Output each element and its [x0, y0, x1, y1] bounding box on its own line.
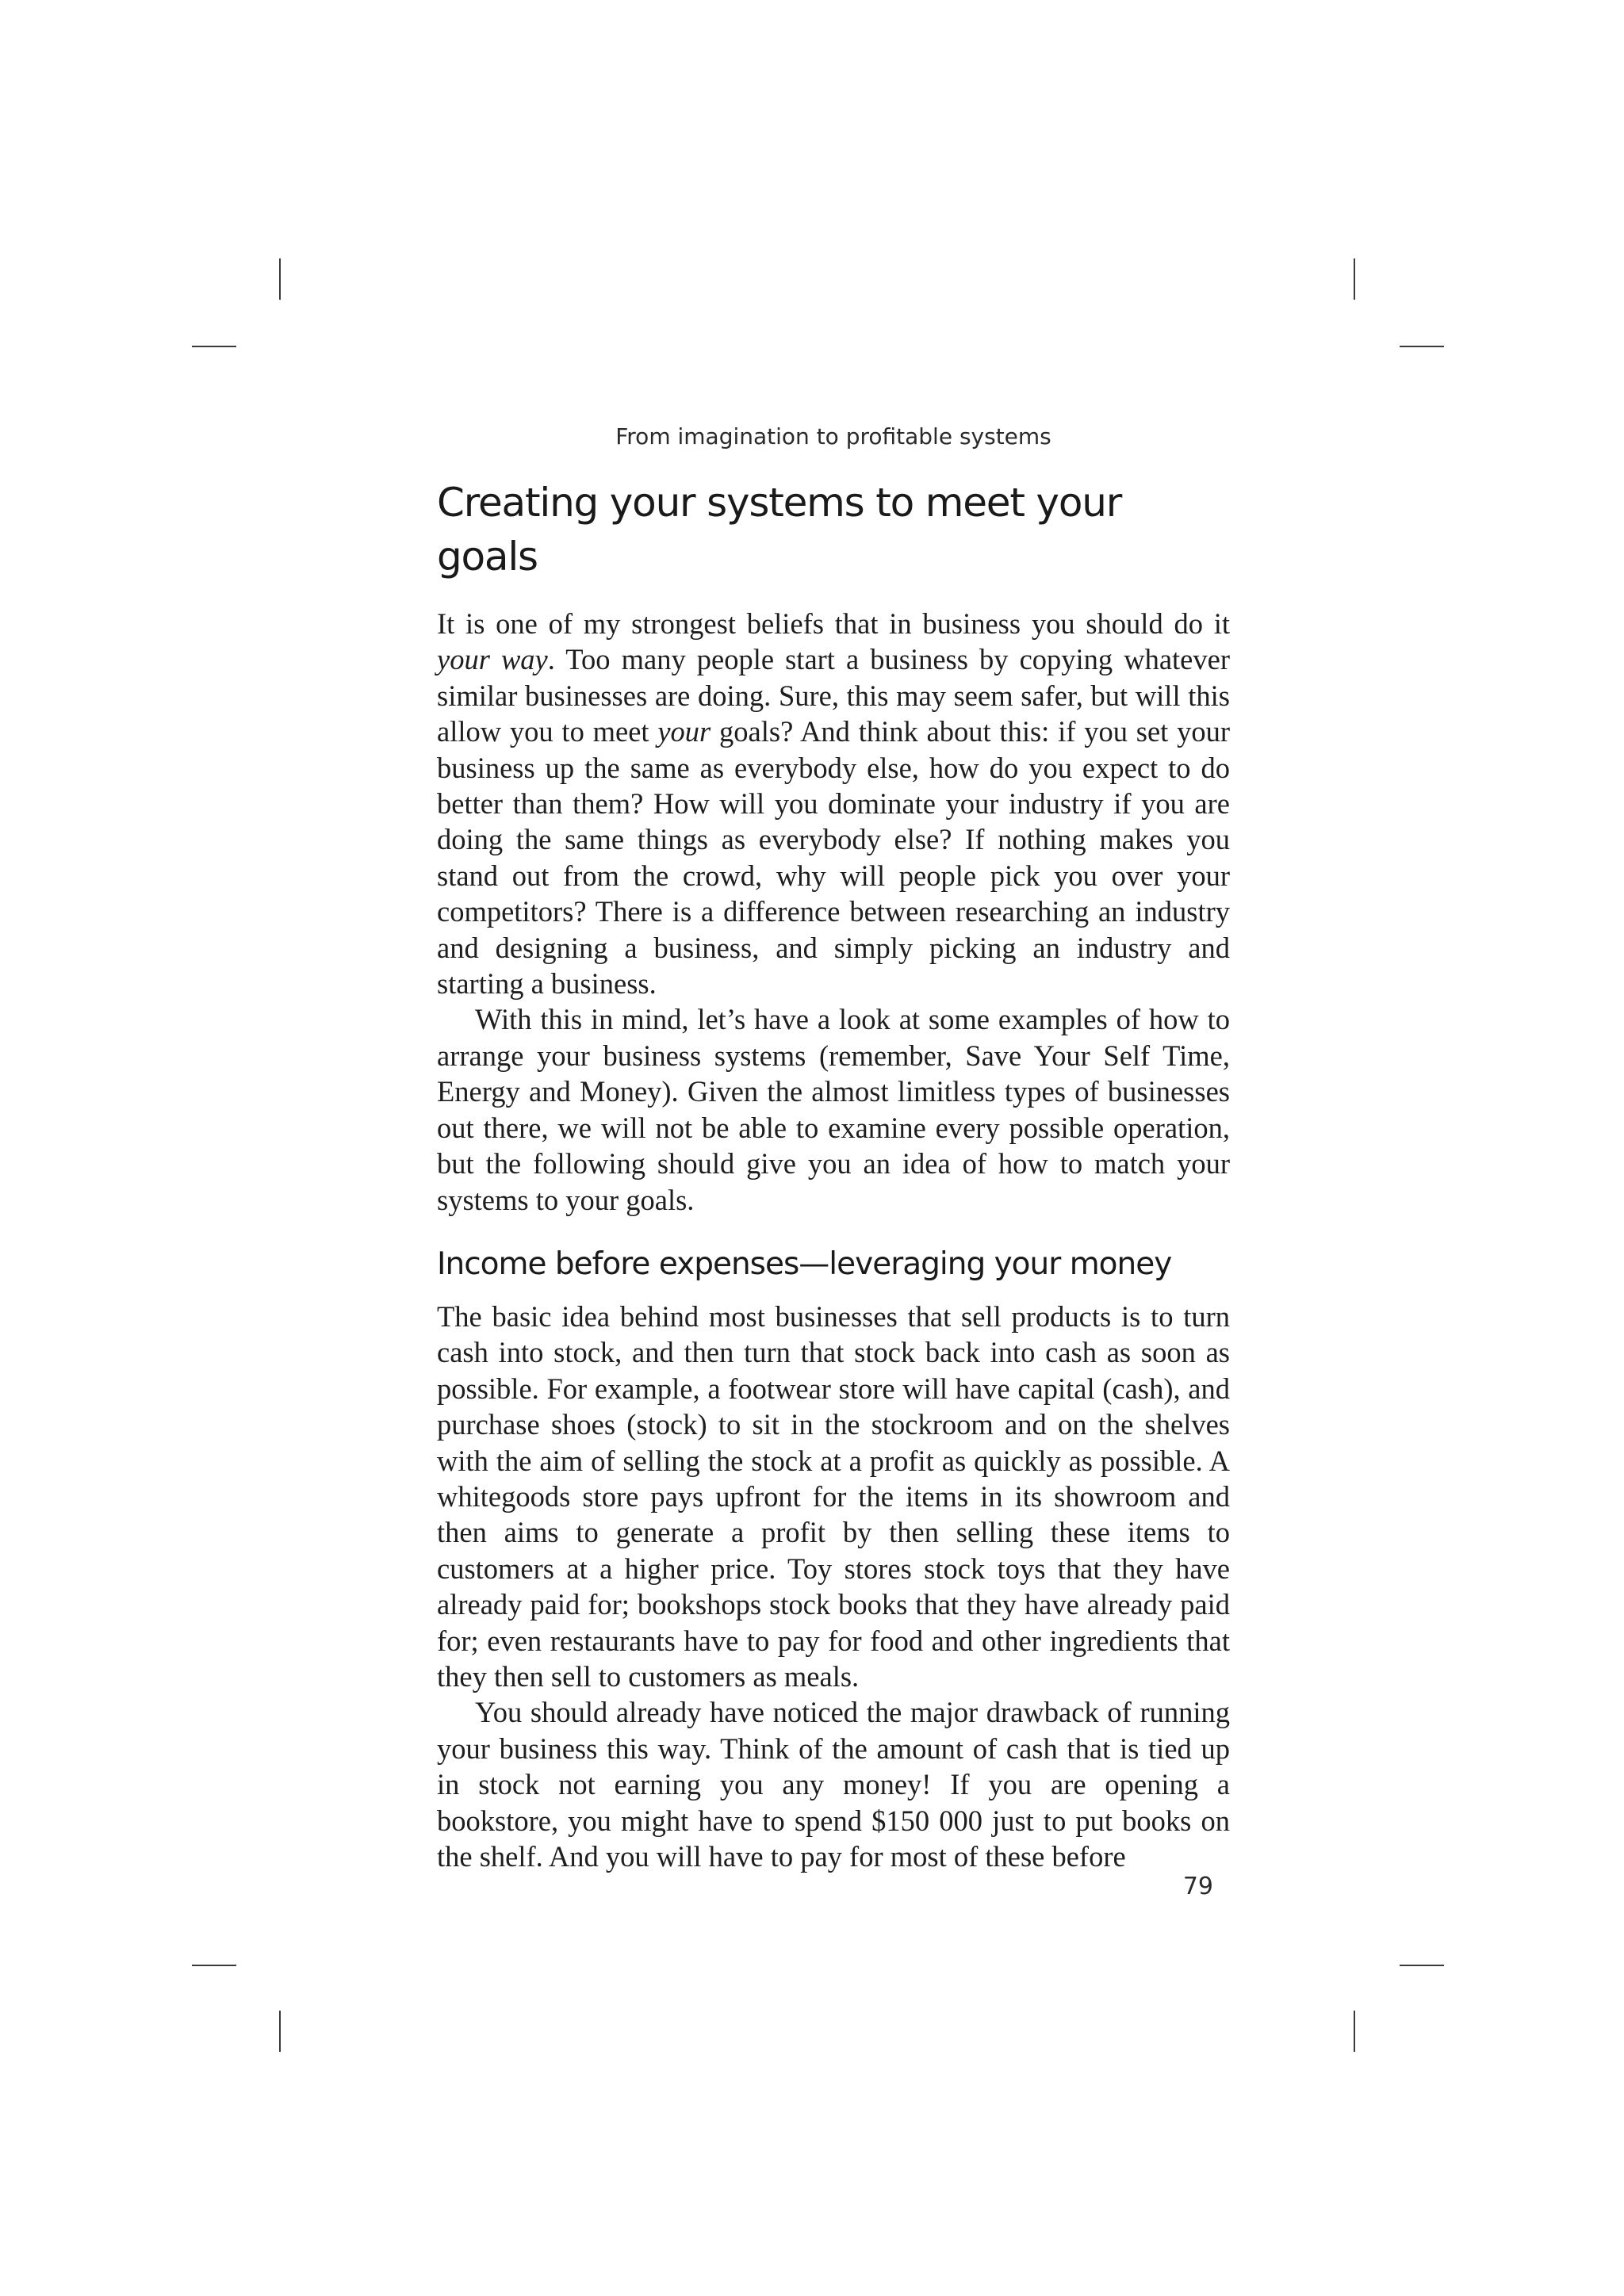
paragraph: You should already have noticed the major drawback of running your business this way. Think of the amount of cash that is tied up in stock not earning you any money! If you are opening a bookstore, you might have to spend $150 000 just to put books on the shelf. And you will have to pay for most of these before — [437, 1696, 1230, 1873]
paragraph: With this in mind, let’s have a look at some examples of how to arrange your business systems (remember, Save Your Self Time, Energy and Money). Given the almost limitless types of businesses out there, we will not be able to examine every possible operation, but the following should give you an idea of how to match your systems to your goals. — [437, 1003, 1230, 1216]
section-title: Creating your systems to meet your goals — [437, 480, 1122, 580]
emphasis: your — [657, 715, 711, 748]
crop-mark-bottom-right — [1354, 2011, 1355, 2052]
subsection-title: Income before expenses—leveraging your money — [437, 1246, 1172, 1282]
page-body — [437, 476, 1230, 1874]
paragraph: It is one of my strongest beliefs that in business you should do it your way. Too many people start a business by copying whatever similar businesses are doing. Sure, this may seem safer, but will this allow you to meet your goals? And think about this: if you set your business up the same as everybody else, how do you expect to do better than them? How will you dominate your industry if you are doing the same things as everybody else? If nothing makes you stand out from the crowd, why will people pick you over your competitors? There is a difference between researching an industry and designing a business, and simply picking an industry and starting a business. — [437, 607, 1230, 1001]
crop-mark-bottom-left — [279, 2011, 281, 2052]
section-body — [437, 606, 1230, 1218]
crop-mark-top-right — [1400, 346, 1444, 347]
crop-mark-top-right — [1354, 258, 1355, 300]
paragraph: The basic idea behind most businesses that sell products is to turn cash into stock, and then turn that stock back into cash as soon as possible. For example, a footwear store will have capital (cash), and purchase shoes (stock) to sit in the stockroom and on the shelves with the aim of selling the stock at a profit as quickly as possible. A whitegoods store pays upfront for the items in its showroom and then aims to generate a profit by then selling these items to customers at a higher price. Toy stores stock toys that they have already paid for; bookshops stock books that they have already paid for; even restaurants have to pay for food and other ingredients that they then sell to customers as meals. — [437, 1299, 1230, 1693]
page-number: 79 — [1182, 1873, 1213, 1900]
crop-mark-bottom-left — [192, 1965, 236, 1966]
crop-mark-bottom-right — [1400, 1965, 1444, 1966]
running-head: From imagination to profitable systems — [615, 423, 1051, 450]
crop-mark-top-left — [192, 346, 236, 347]
subsection-body — [437, 1299, 1230, 1875]
crop-mark-top-left — [279, 258, 281, 300]
emphasis: your way — [437, 643, 548, 676]
